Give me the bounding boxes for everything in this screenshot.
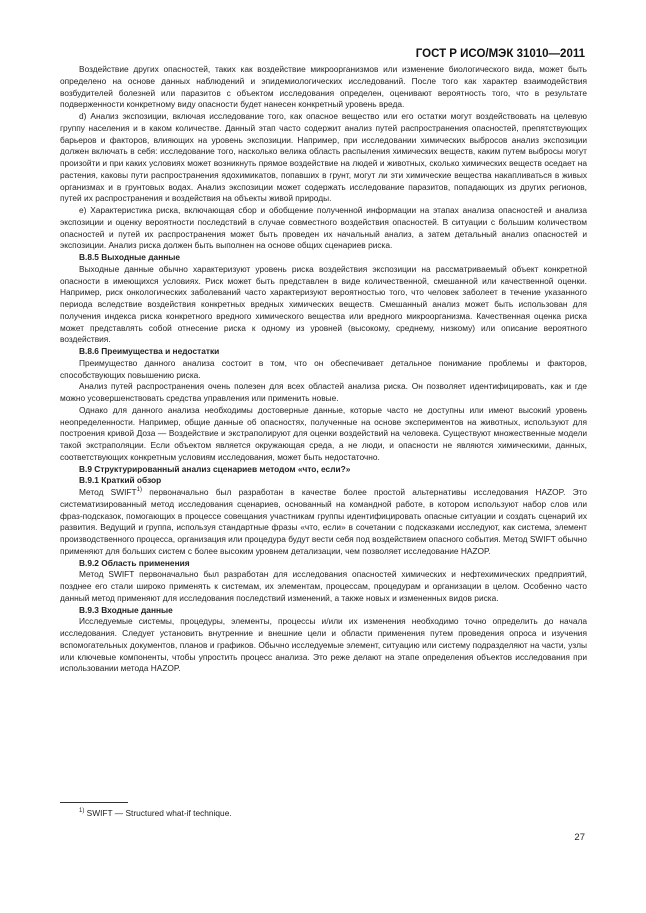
paragraph <box>60 487 587 558</box>
footnote-marker: 1) <box>79 808 85 815</box>
paragraph: Преимущество данного анализа состоит в том, что он обеспечивает детальное понимание проблемы и факторов, способствующих повышению риска. <box>60 357 587 380</box>
section-heading-b93: В.9.3 Входные данные <box>79 604 173 615</box>
paragraph: d) Анализ экспозиции, включая исследование того, как опасное вещество или его остатки могут воздействовать на целевую группу населения и в каком количестве. Данный этап часто содержит анализ путей распространения опасностей, препятствующих барьеров и факторов, влияющих на уровень экспозиции. Например, при исследовании химических выбросов анализ экспозиции должен включать в себя: исследование того, насколько велика область распыления химических веществ, каким путем выбросы могут произойти и при каких условиях может возникнуть прямое воздействие на людей и животных, сколько химических веществ оседает на растения, каковы пути распространения ядохимикатов, попавших в грунт, могут ли эти химические вещества накапливаться в живых организмах и в грунтовых водах. Анализ экспозиции может содержать исследование паразитов, попадающих из других регионов, путей их распространения и воздействия на объекты живой природы. <box>60 111 587 204</box>
section-heading-b85: В.8.5 Выходные данные <box>79 252 181 262</box>
paragraph: Воздействие других опасностей, таких как воздействие микроорганизмов или изменение биологического вида, может быть определено на основе данных наблюдений и эпидемиологических исследований. После того как характер взаимодействия возбудителей болезней или паразитов с объектом исследования определен, оценивают вероятность того, что в результате подверженности конкретному виду опасности будет нанесен конкретный уровень вреда. <box>60 64 587 110</box>
standard-header: ГОСТ Р ИСО/МЭК 31010—2011 <box>415 48 585 60</box>
paragraph: Исследуемые системы, процедуры, элементы, процессы и/или их изменения необходимо точно определить до начала исследования. Следует установить внутренние и внешние цели и области применения путем проведения опроса и изучения вспомогательных документов, планов и графиков. Обычно исследуемые элемент, ситуацию или систему подразделяют на части, узлы или ключевые компоненты, чтобы упростить процесс анализа. Это реже делают на этапе определения объектов исследования при использовании метода HAZOP. <box>60 616 587 674</box>
section-heading-b92: В.9.2 Область применения <box>79 557 190 568</box>
footnote-text: SWIFT — Structured what-if technique. <box>84 808 232 818</box>
section-heading-b86: В.8.6 Преимущества и недостатки <box>79 346 220 356</box>
paragraph: Однако для данного анализа необходимы достоверные данные, которые часто не доступны или имеют высокий уровень неопределенности. Например, общие данные об опасностях, полученные на основе экспериментов на животных, используют для построения кривой Доза — Воздействие и экстраполируют для оценки воздействий на человека. Существуют множественные модели такой экстраполяции. Если объектом является окружающая среда, а не люди, и опасности не являются химическими, данных, соответствующих конкретным условиям исследования, может быть недостаточно. <box>60 404 587 462</box>
footnote-ref: 1) <box>136 487 142 494</box>
footnote-divider <box>60 802 128 803</box>
footnote <box>79 808 232 819</box>
section-heading-b91: В.9.1 Краткий обзор <box>79 475 162 486</box>
paragraph: Выходные данные обычно характеризуют уровень риска воздействия экспозиции на рассматриваемый объект конкретной опасности в имеющихся условиях. Риск может быть представлен в виде количественной, смешанной или качественной оценки. Например, риск онкологических заболеваний часто характеризуют вероятностью того, что человек заболеет в течение указанного периода вследствие воздействия конкретных вредных химических веществ. Смешанный анализ может быть использован для получения индекса риска конкретного вредного химического вещества или вредного микроорганизма. Качественная оценка риска может представлять собой отнесение риска к одному из уровней (высокому, среднему, низкому) или описание вероятного воздействия. <box>60 263 587 345</box>
paragraph-rest: первоначально был разработан в качестве более простой альтернативы исследования HAZOP. Это систематизированный метод исследования сценариев, основанный на командной работе, в котором используют набор слов или фраз-подсказок, помогающих в процессе совещания участникам группы идентифицировать опасные ситуации и создать сценарий их развития. Ведущий и группа, используя стандартные фразы «что, если» в сочетании с подсказками исследуют, как система, элемент производственного процесса, организация или процедура будут вести себя под воздействием опасного события. Метод SWIFT обычно применяют для больших систем с более высоким уровнем детализации, чем позволяет исследование HAZOP. <box>60 487 588 556</box>
page-number: 27 <box>574 832 585 843</box>
paragraph: Метод SWIFT первоначально был разработан для исследования опасностей химических и нефтехимических предприятий, позднее его стали широко применять к системам, их элементам, процессам, процедурам и организации в целом. Особенно часто данный метод применяют для исследования последствий изменений, а также новых и измененных видов риска. <box>60 569 587 603</box>
paragraph: е) Характеристика риска, включающая сбор и обобщение полученной информации на этапах анализа опасностей и анализа экспозиции и оценку вероятности последствий в случае совместного воздействия опасностей. В ситуации с большим количеством опасностей и путей их распространения может быть проведен их начальный анализ, а затем детальный анализ опасностей и экспозиции. Анализ риска должен быть выполнен на основе общих сценариев риска. <box>60 205 587 251</box>
paragraph: Анализ путей распространения очень полезен для всех областей анализа риска. Он позволяет идентифицировать, как и где можно усовершенствовать средства управления или применить новые. <box>60 381 587 403</box>
body-text <box>60 64 587 675</box>
section-heading-b9: В.9 Структурированный анализ сценариев методом «что, если?» <box>79 463 351 474</box>
paragraph-start: Метод SWIFT <box>79 487 137 497</box>
